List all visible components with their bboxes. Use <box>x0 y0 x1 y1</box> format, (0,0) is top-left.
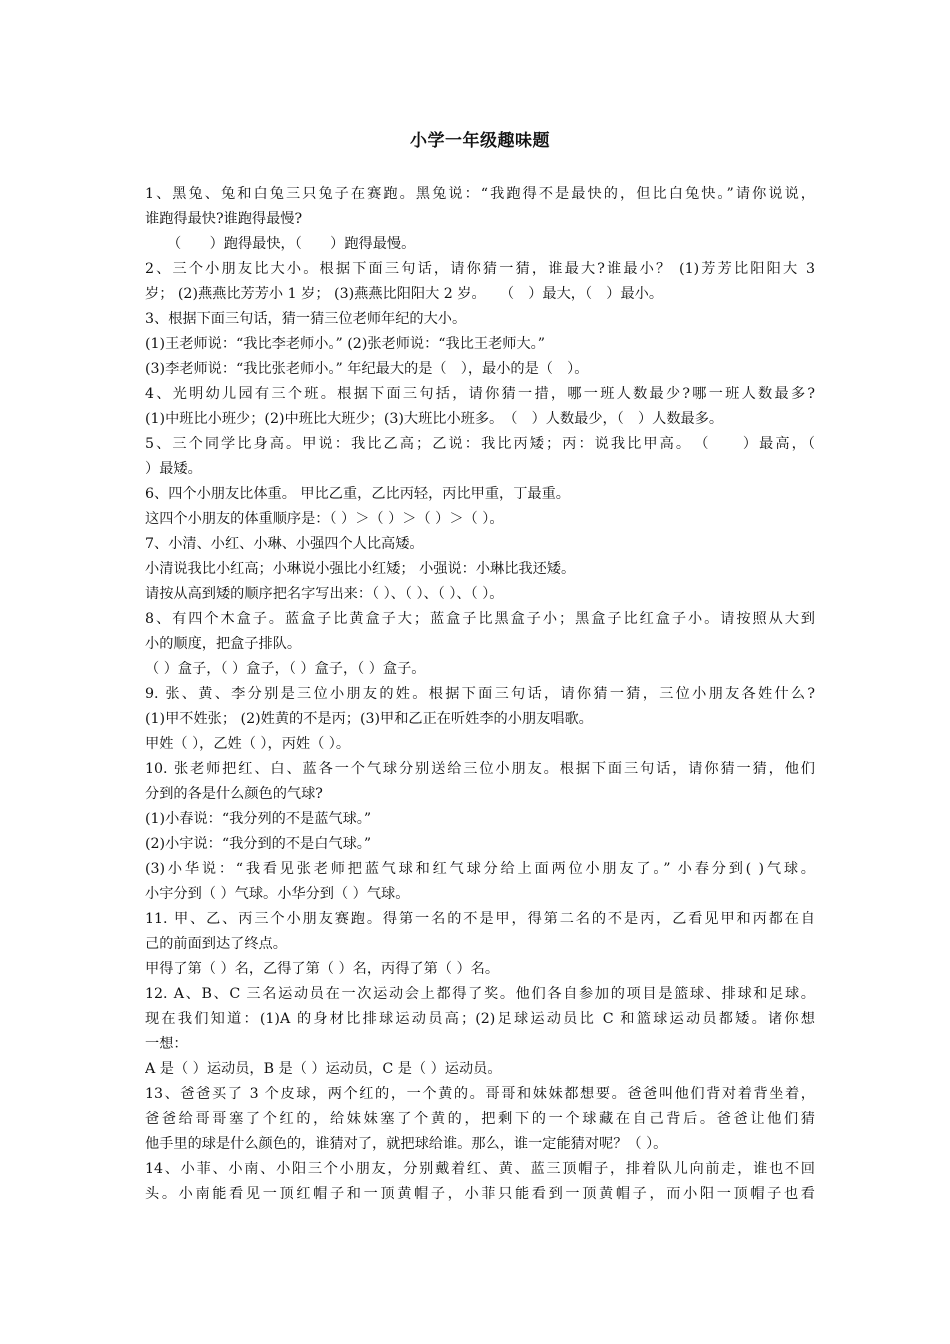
text-line: 爸爸给哥哥塞了个红的，给妹妹塞了个黄的，把剩下的一个球藏在自己背后。爸爸让他们猜 <box>145 1111 815 1127</box>
text-line: 14、小菲、小南、小阳三个小朋友，分别戴着红、黄、蓝三顶帽子，排着队儿向前走，谁也不回 <box>145 1161 815 1177</box>
text-line: 小宇分到（ ）气球。小华分到（ ）气球。 <box>145 886 410 902</box>
text-line: (1)中班比小班少；(2)中班比大班少；(3)大班比小班多。 （ ）人数最少，（ ）人数最多。 <box>145 411 724 427</box>
text-line: 甲姓（ ），乙姓（ ），丙姓（ ）。 <box>145 736 351 752</box>
text-line: (2)小宇说：“我分到的不是白气球。” <box>145 836 372 852</box>
text-line: 2、三个小朋友比大小。根据下面三句话，请你猜一猜，谁最大?谁最小？ (1)芳芳比阳阳大 3 <box>145 261 815 277</box>
text-line: 3、根据下面三句话，猜一猜三位老师年纪的大小。 <box>145 311 467 327</box>
text-line: 12. A、B、C 三名运动员在一次运动会上都得了奖。他们各自参加的项目是篮球、排球和足球。 <box>145 986 815 1002</box>
text-line: (1)甲不姓张； (2)姓黄的不是丙；(3)甲和乙正在听姓李的小朋友唱歌。 <box>145 711 593 727</box>
text-line: 甲得了第（ ）名，乙得了第（ ）名，丙得了第（ ）名。 <box>145 961 500 977</box>
text-line: 这四个小朋友的体重顺序是：（ ）＞（ ）＞（ ）＞（ ）。 <box>145 511 504 527</box>
text-line: 头。小南能看见一顶红帽子和一顶黄帽子，小菲只能看到一顶黄帽子，而小阳一顶帽子也看 <box>145 1186 815 1202</box>
text-line: 6、四个小朋友比体重。 甲比乙重，乙比丙轻，丙比甲重，丁最重。 <box>145 486 570 502</box>
text-line: 请按从高到矮的顺序把名字写出来：（ ）、（ ）、（ ）、（ ）。 <box>145 586 504 602</box>
text-line: 己的前面到达了终点。 <box>145 936 287 952</box>
text-line: (3)李老师说：“我比张老师小。” 年纪最大的是（ ），最小的是（ ）。 <box>145 361 589 377</box>
text-line: 小清说我比小红高；小琳说小强比小红矮； 小强说：小琳比我还矮。 <box>145 561 576 577</box>
text-line: 分到的各是什么颜色的气球? <box>145 786 323 802</box>
text-line: ）最矮。 <box>145 461 202 477</box>
text-line: 岁； (2)燕燕比芳芳小 1 岁； (3)燕燕比阳阳大 2 岁。 （ ）最大，（ ）最小。 <box>145 286 664 302</box>
text-line: 1、黑兔、兔和白兔三只兔子在赛跑。黑兔说：“我跑得不是最快的，但比白兔快。”请你说说， <box>145 186 815 202</box>
text-line: 13、爸爸买了 3 个皮球，两个红的，一个黄的。哥哥和妹妹都想要。爸爸叫他们背对着背坐着， <box>145 1086 815 1102</box>
text-line: 谁跑得最快?谁跑得最慢? <box>145 211 303 227</box>
text-line: 现在我们知道：(1)A 的身材比排球运动员高；(2)足球运动员比 C 和篮球运动员都矮。诸你想 <box>145 1011 815 1027</box>
page-title: 小学一年级趣味题 <box>410 131 550 151</box>
text-line: 4、光明幼儿园有三个班。根据下面三句括，请你猜一措，哪一班人数最少?哪一班人数最多? <box>145 386 815 402</box>
text-line: 9. 张、黄、李分别是三位小朋友的姓。根据下面三句话，请你猜一猜，三位小朋友各姓什么? <box>145 686 815 702</box>
text-line: 10. 张老师把红、白、蓝各一个气球分别送给三位小朋友。根据下面三句话，请你猜一猜，他们 <box>145 761 815 777</box>
text-line: 11. 甲、乙、丙三个小朋友赛跑。得第一名的不是甲，得第二名的不是丙，乙看见甲和丙都在自 <box>145 911 815 927</box>
text-line: 5、三个同学比身高。甲说：我比乙高；乙说：我比丙矮；丙：说我比甲高。 （ ）最高，（ <box>145 436 815 452</box>
text-line: (1)小春说：“我分列的不是蓝气球。” <box>145 811 372 827</box>
text-line: (3)小华说：“我看见张老师把蓝气球和红气球分给上面两位小朋友了。” 小春分到( )气球。 <box>145 861 815 877</box>
text-line: 7、小清、小红、小琳、小强四个人比高矮。 <box>145 536 424 552</box>
text-line: 他手里的球是什么颜色的，谁猜对了，就把球给谁。那么，谁一定能猜对呢？（ ）。 <box>145 1136 668 1152</box>
text-line: （ ）跑得最快，（ ）跑得最慢。 <box>167 236 416 252</box>
text-line: （ ）盒子，（ ）盒子，（ ）盒子，（ ）盒子。 <box>145 661 426 677</box>
text-line: 8、有四个木盒子。蓝盒子比黄盒子大；蓝盒子比黑盒子小；黑盒子比红盒子小。请按照从大到 <box>145 611 815 627</box>
text-line: 一想： <box>145 1036 188 1052</box>
document-body <box>145 182 815 1207</box>
text-line: 小的顺度，把盒子排队。 <box>145 636 302 652</box>
text-line: (1)王老师说：“我比李老师小。” (2)张老师说：“我比王老师大。” <box>145 336 546 352</box>
text-line: A 是（ ）运动员，B 是（ ）运动员，C 是（ ）运动员。 <box>145 1061 502 1077</box>
